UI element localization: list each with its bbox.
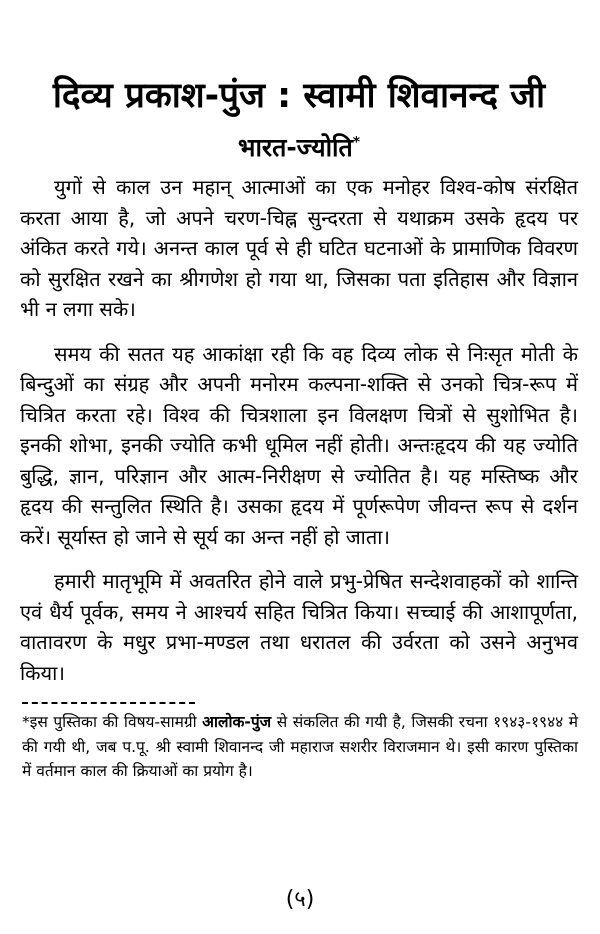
footnote-marker: * xyxy=(352,134,361,151)
page-number: (५) xyxy=(285,887,315,912)
body-paragraph-2: समय की सतत यह आकांक्षा रही कि वह दिव्य लोक से निःसृत मोती के बिन्दुओं का संग्रह और अपनी मनोरम कल्पना-शक्ति से उनको चित्र-रूप में चित्रित करता रहे। विश्व की चित्रशाला इन विलक्षण चित्रों से सुशोभित है। इनकी शोभा, इनकी ज्योति कभी धूमिल नहीं होती। अन्तःहृदय की यह ज्योति बुद्धि, ज्ञान, परिज्ञान और आत्म-निरीक्षण से ज्योतित है। यह मस्तिष्क और हृदय की सन्तुलित स्थिति है। उसका हृदय में पूर्णरूपेण जीवन्त रूप से दर्शन करें। सूर्यास्त हो जाने से सूर्य का अन्त नहीं हो जाता। xyxy=(20,341,578,549)
footnote-source-title: आलोक-पुंज xyxy=(202,713,272,731)
footnote-lead: *इस पुस्तिका की विषय-सामग्री xyxy=(22,713,197,731)
body-paragraph-1: युगों से काल उन महान् आत्माओं का एक मनोहर विश्व-कोष संरक्षित करता आया है, जो अपने चरण-चिह्न सुन्दरता से यथाक्रम उसके हृदय पर अंकित करते गये। अनन्त काल पूर्व से ही घटित घटनाओं के प्रामाणिक विवरण को सुरक्षित रखने का श्रीगणेश हो गया था, जिसका पता इतिहास और विज्ञान भी न लगा सके। xyxy=(20,175,578,321)
footnote xyxy=(20,710,578,784)
page-title: दिव्य प्रकाश-पुंज : स्वामी शिवानन्द जी xyxy=(52,76,546,116)
body-paragraph-3: हमारी मातृभूमि में अवतरित होने वाले प्रभु-प्रेषित सन्देशवाहकों को शान्ति एवं धैर्य पूर्वक, समय ने आश्चर्य सहित चित्रित किया। सच्चाई की आशापूर्णता, वातावरण के मधुर प्रभा-मण्डल तथा धरातल की उर्वरता को उसने अनुभव किया। xyxy=(20,569,578,685)
section-heading xyxy=(20,130,578,166)
footnote-divider xyxy=(22,702,195,704)
section-heading-text: भारत-ज्योति xyxy=(237,133,353,162)
footnote-text: से संकलित की गयी है, जिसकी रचना १९४३-१९४४ मे की गयी थी, जब प.पू. श्री स्वामी शिवानन्द जी महाराज सशरीर विराजमान थे। इसी कारण पुस्तिका में वर्तमान काल की क्रियाओं का प्रयोग है। xyxy=(22,713,578,780)
